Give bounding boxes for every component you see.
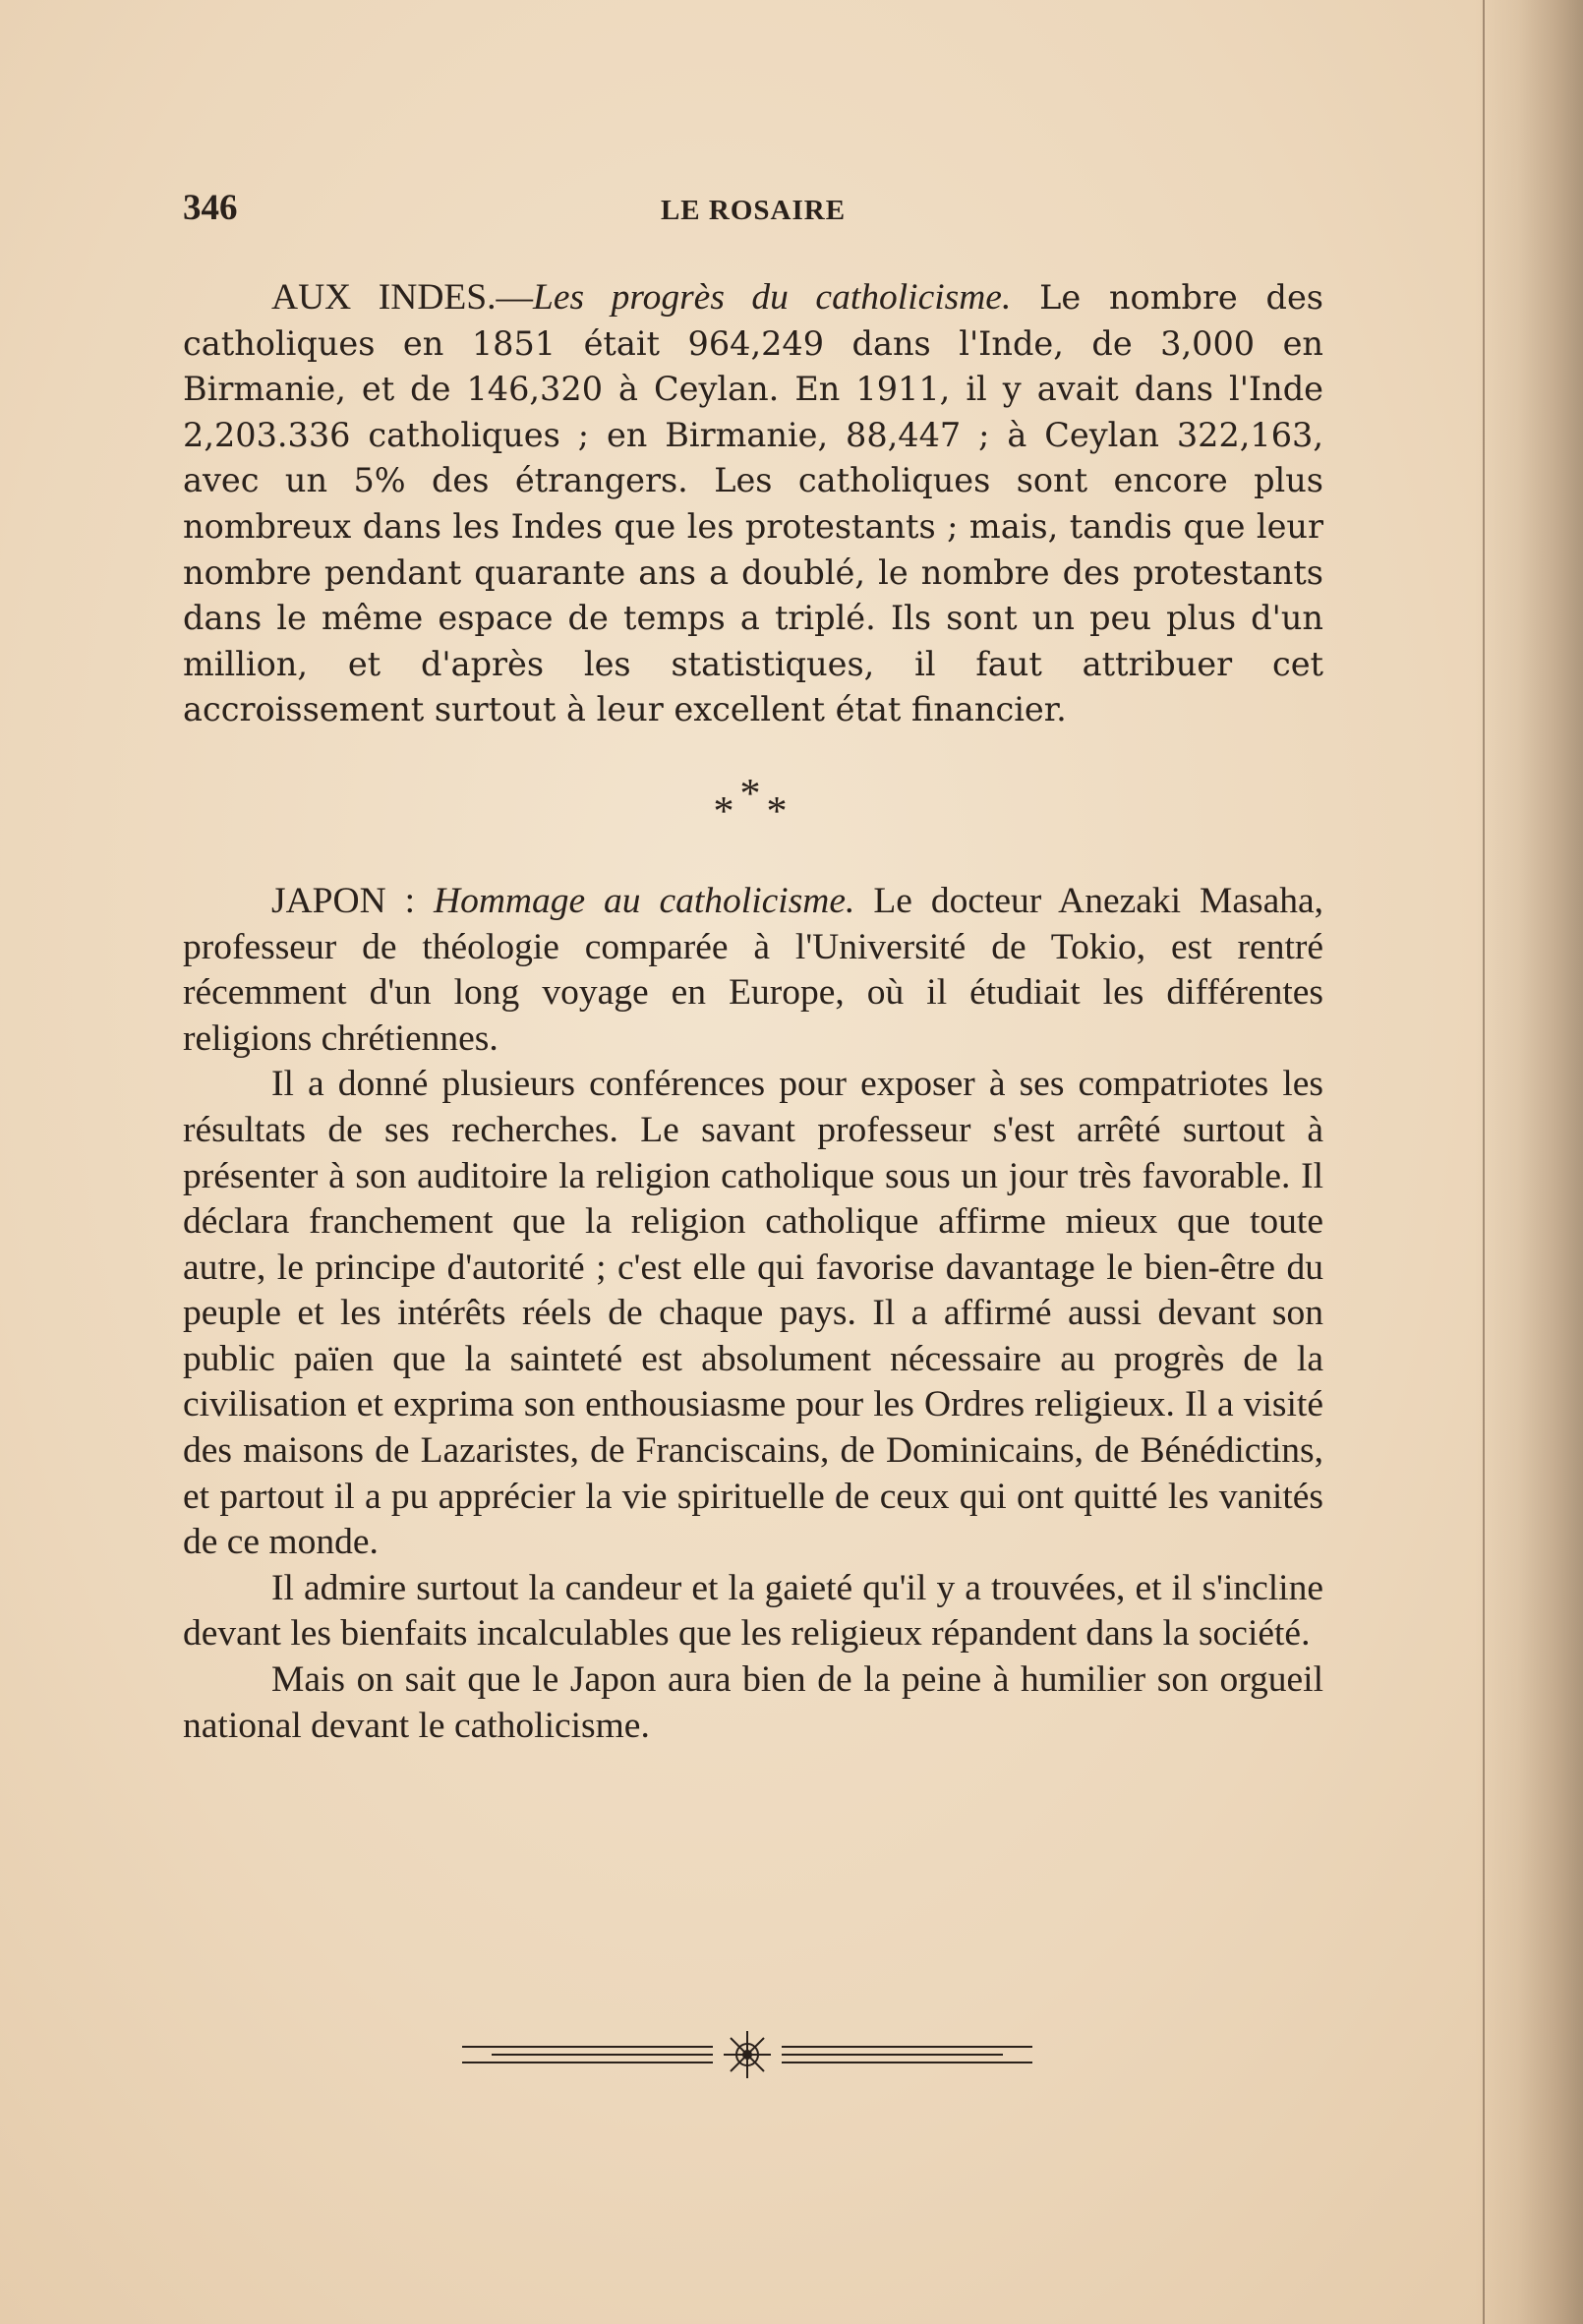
section-heading-japon: JAPON : xyxy=(271,880,434,921)
page-header xyxy=(183,187,1323,236)
section-aux-indes xyxy=(183,275,1323,733)
book-gutter-shadow xyxy=(1475,0,1583,2324)
section-subheading-japon: Hommage au catholicisme. xyxy=(433,880,855,921)
section-heading-indes: AUX INDES. xyxy=(271,277,497,318)
page-number: 346 xyxy=(183,188,238,228)
heading-dash: — xyxy=(496,277,534,318)
running-title: LE ROSAIRE xyxy=(660,195,847,226)
end-ornament xyxy=(452,2025,1042,2084)
section-japon-paragraph-2: Il a donné plusieurs conférences pour exposer à ses compatriotes les résultats de ses recherches. Le savant professeur s'est arrêté surtout à présenter à son auditoire la religion catholique sous un jour très favorable. Il déclara franchement que la religion catholique affirme mieux que toute autre, le principe d'autorité ; c'est elle qui favorise davantage le bien-être du peuple et les intérêts réels de chaque pays. Il a affirmé aussi devant son public païen que la sainteté est absolument nécessaire au progrès de la civilisation et exprima son enthousiasme pour les Ordres religieux. Il a visité des maisons de Lazaristes, de Franciscains, de Dominicains, de Bénédictins, et partout il a pu apprécier la vie spirituelle de ceux qui ont quitté les vanités de ce monde. xyxy=(183,1064,1323,1563)
section-japon-paragraph-3: Il admire surtout la candeur et la gaieté qu'il y a trouvées, et il s'incline devant les bienfaits incalculables que les religieux répandent dans la société. xyxy=(183,1567,1323,1655)
asterism-middle: * xyxy=(739,771,767,817)
page-edge-line xyxy=(1483,0,1485,2324)
section-text-indes: Le nombre des catholiques en 1851 était 964,249 dans l'Inde, de 3,000 en Birmanie, et de 146,320 à Ceylan. En 1911, il y avait dans l'Inde 2,203.336 catholiques ; en Birmanie, 88,447 ; à Ceylan 322,163, avec un 5% des étrangers. Les catholiques sont encore plus nombreux dans les Indes que les protestants ; mais, tandis que leur nombre pendant quarante ans a doublé, le nombre des protestants dans le même espace de temps a triplé. Ils sont un peu plus d'un million, et d'après les statistiques, il faut attribuer cet accroissement surtout à leur excellent état financier. xyxy=(183,278,1323,729)
page-body xyxy=(183,275,1323,1749)
asterism-right: * xyxy=(766,788,793,835)
asterism-left: * xyxy=(713,788,740,835)
section-subheading-indes: Les progrès du catholicisme. xyxy=(533,277,1012,318)
paragraph-text: Le docteur Anezaki Masaha, professeur de théologie comparée à l'Université de Tokio, est rentré récemment d'un long voyage en Europe, où il étudiait les différentes religions chrétiennes. xyxy=(183,880,1323,1059)
section-japon-paragraph-4: Mais on sait que le Japon aura bien de la peine à humilier son orgueil national devant le catholicisme. xyxy=(183,1659,1323,1746)
asterism-separator xyxy=(183,753,1323,871)
section-japon-paragraph-1 xyxy=(183,879,1323,1062)
